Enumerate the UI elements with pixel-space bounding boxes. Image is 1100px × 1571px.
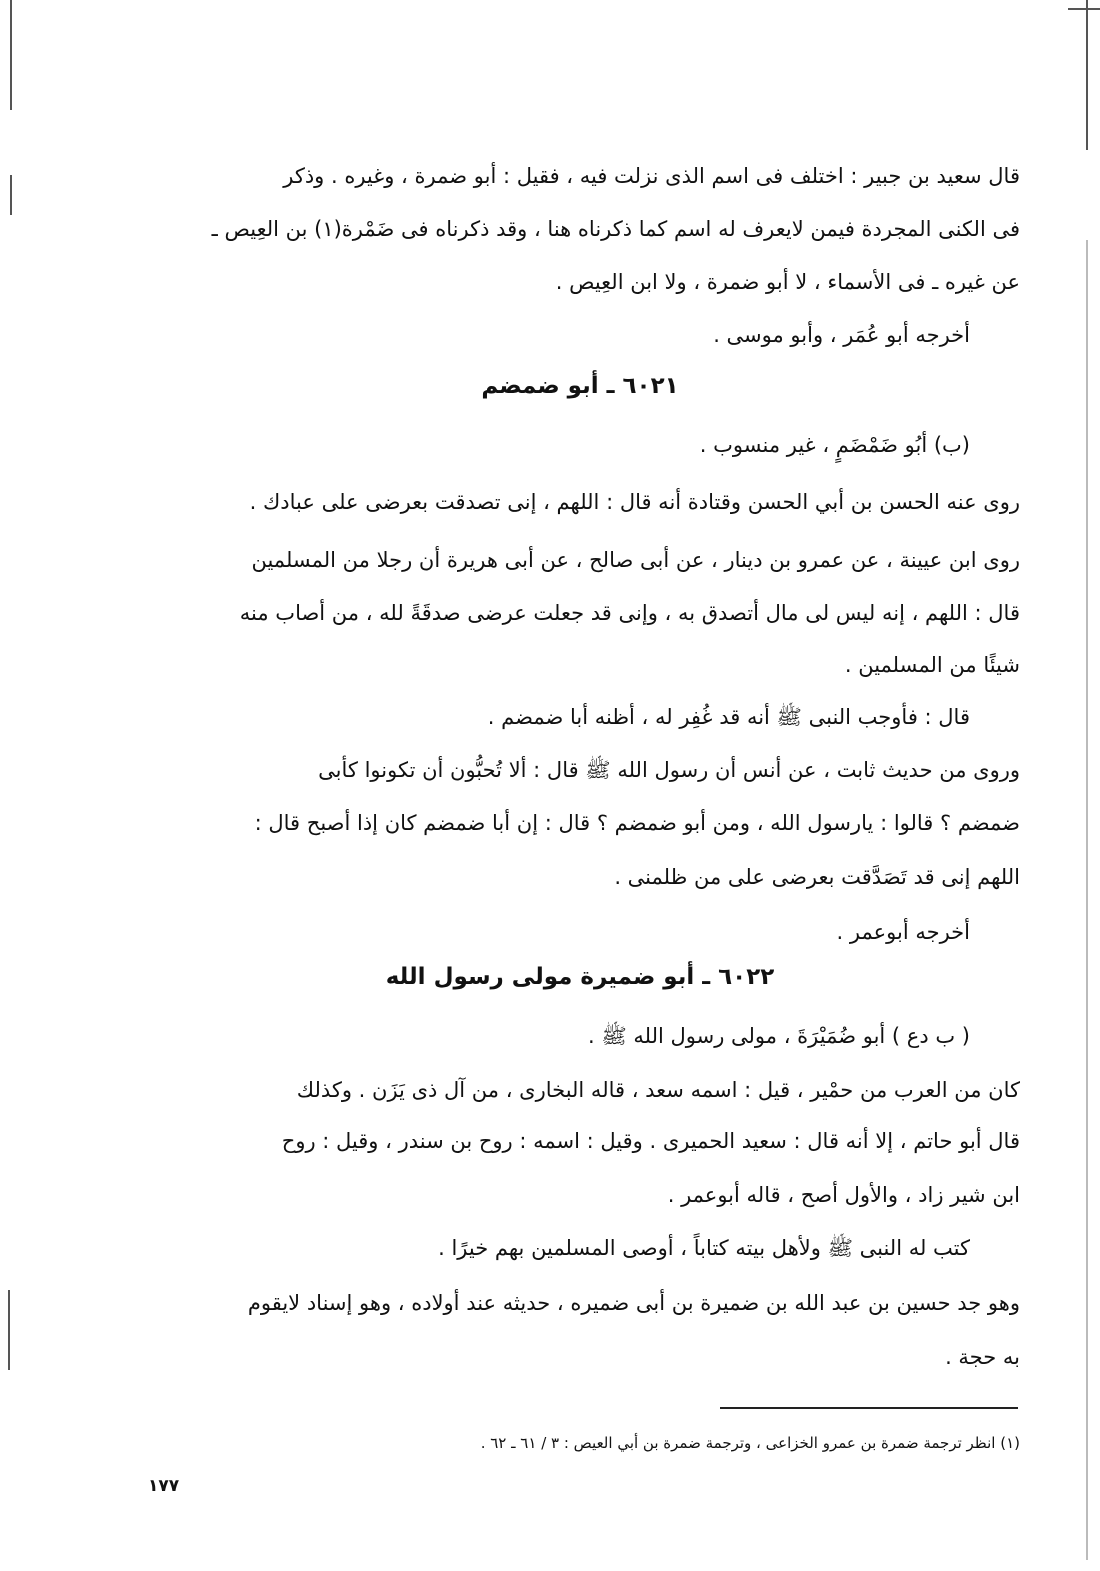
footnote-divider xyxy=(720,1407,1018,1409)
text-line: ( ب دع ) أبو ضُمَيْرَةَ ، مولى رسول الله ﷺ . xyxy=(588,1024,970,1048)
text-line: اللهم إنى قد تَصَدَّقت بعرضى على من ظلمنى . xyxy=(614,865,1020,889)
text-line: قال أبو حاتم ، إلا أنه قال : سعيد الحميرى . وقيل : اسمه : روح بن سندر ، وقيل : روح xyxy=(281,1129,1020,1153)
scan-edge-mark xyxy=(1068,8,1100,10)
text-line: كان من العرب من حمْير ، قيل : اسمه سعد ، قاله البخارى ، من آل ذى يَزَن . وكذلك xyxy=(296,1078,1020,1102)
text-line: روى ابن عيينة ، عن عمرو بن دينار ، عن أبى صالح ، عن أبى هريرة أن رجلا من المسلمين xyxy=(251,548,1020,572)
text-line: عن غيره ـ فى الأسماء ، لا أبو ضمرة ، ولا ابن العِيص . xyxy=(555,270,1020,294)
text-line: به حجة . xyxy=(945,1345,1020,1369)
text-line: كتب له النبى ﷺ ولأهل بيته كتاباً ، أوصى المسلمين بهم خيرًا . xyxy=(438,1236,970,1260)
entry-heading: ٦٠٢١ ـ أبو ضمضم xyxy=(481,373,679,399)
text-line: روى عنه الحسن بن أبي الحسن وقتادة أنه قال : اللهم ، إنى تصدقت بعرضى على عبادك . xyxy=(249,490,1020,514)
scan-edge-mark xyxy=(1086,240,1088,1560)
page-number: ١٧٧ xyxy=(148,1476,180,1496)
text-line: فى الكنى المجردة فيمن لايعرف له اسم كما ذكرناه هنا ، وقد ذكرناه فى ضَمْرة(١) بن العِيص ـ xyxy=(211,217,1020,241)
text-line: ضمضم ؟ قالوا : يارسول الله ، ومن أبو ضمضم ؟ قال : إن أبا ضمضم كان إذا أصبح قال : xyxy=(254,811,1020,835)
entry-heading: ٦٠٢٢ ـ أبو ضميرة مولى رسول الله xyxy=(385,964,775,990)
text-line: وروى من حديث ثابت ، عن أنس أن رسول الله ﷺ قال : ألا تُحبُّون أن تكونوا كأبى xyxy=(318,758,1020,782)
text-line: أخرجه أبو عُمَر ، وأبو موسى . xyxy=(713,323,970,347)
text-line: قال : فأوجب النبى ﷺ أنه قد غُفِر له ، أظنه أبا ضمضم . xyxy=(487,705,970,729)
text-line: (ب) أبُو ضَمْضَمٍ ، غير منسوب . xyxy=(699,433,970,457)
text-line: قال سعيد بن جبير : اختلف فى اسم الذى نزلت فيه ، فقيل : أبو ضمرة ، وغيره . وذكر xyxy=(283,164,1020,188)
footnote: (١) انظر ترجمة ضمرة بن عمرو الخزاعى ، وترجمة ضمرة بن أبي العيص : ٣ / ٦١ ـ ٦٢ . xyxy=(480,1434,1020,1452)
text-line: قال : اللهم ، إنه ليس لى مال أتصدق به ، وإنى قد جعلت عرضى صدقَةً لله ، من أصاب منه xyxy=(239,601,1020,625)
scan-edge-mark xyxy=(1086,0,1088,150)
text-line: وهو جد حسين بن عبد الله بن ضميرة بن أبى ضميره ، حديثه عند أولاده ، وهو إسناد لايقوم xyxy=(247,1291,1020,1315)
scan-edge-mark xyxy=(8,1290,10,1370)
scan-edge-mark xyxy=(10,0,12,110)
scan-edge-mark xyxy=(10,175,12,215)
text-line: ابن شير زاد ، والأول أصح ، قاله أبوعمر . xyxy=(667,1183,1020,1207)
text-line: شيئًا من المسلمين . xyxy=(844,653,1020,677)
text-line: أخرجه أبوعمر . xyxy=(836,920,970,944)
